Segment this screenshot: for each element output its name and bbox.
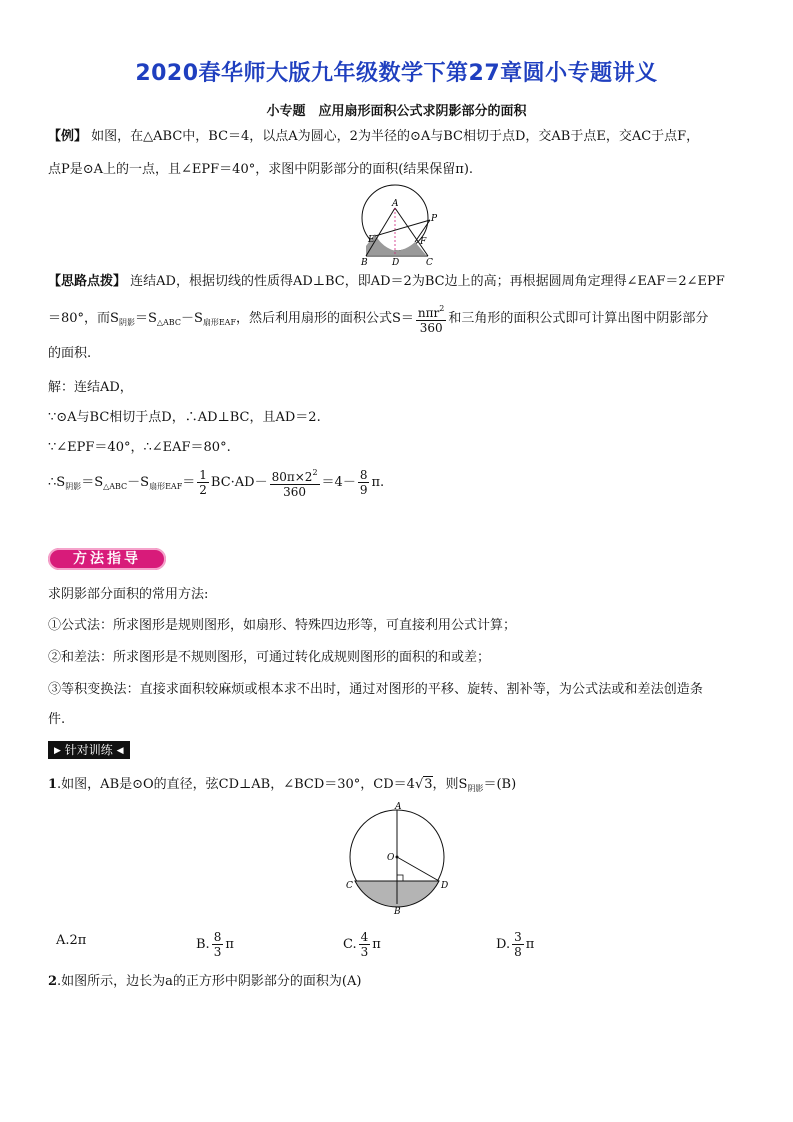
option-b-suffix: π (225, 937, 234, 952)
sqrt-symbol: √ (414, 777, 424, 792)
result-numerator: 8 (359, 468, 368, 482)
sol-text-c: －S (127, 475, 150, 490)
sector-exponent: 2 (312, 468, 318, 477)
sol-text-g: π. (371, 475, 385, 490)
option-c[interactable] (343, 930, 381, 959)
figure-circle-triangle (352, 184, 444, 266)
sol-sub-sector: 扇形EAF (149, 482, 183, 491)
option-b-denominator: 3 (213, 945, 222, 959)
question-1 (48, 775, 748, 799)
option-d-suffix: π (525, 937, 535, 952)
triangle-right-icon: ▶ (54, 746, 61, 756)
option-c-prefix: C. (343, 937, 357, 952)
sol-sub-triangle: △ABC (103, 482, 128, 491)
option-c-fraction (359, 930, 371, 959)
formula-exponent: 2 (439, 304, 445, 313)
option-b-prefix: B. (196, 937, 210, 952)
option-d[interactable] (496, 930, 534, 959)
half-numerator: 1 (199, 468, 207, 482)
solution-step-4 (48, 463, 748, 507)
q2-number: 2 (48, 974, 58, 989)
hint-sub-shadow: 阴影 (118, 318, 135, 327)
triangle-left-icon: ◀ (116, 746, 124, 756)
solution-step-3: ∵∠EPF＝40°，∴∠EAF＝80°. (48, 440, 231, 455)
figure-circle-chord (338, 800, 456, 918)
example-text-1: 如图，在△ABC中，BC＝4，以点A为圆心，2为半径的⊙A与BC相切于点D，交AB于点E，交AC于点F， (91, 129, 700, 144)
sector-denominator: 360 (283, 485, 307, 499)
hint-text-2b: ＝S (134, 311, 157, 326)
sol-sub-shadow: 阴影 (65, 482, 82, 491)
option-d-numerator: 3 (514, 930, 522, 944)
sol-text-d: ＝ (182, 475, 196, 490)
hint-sub-sector: 扇形EAF (202, 318, 237, 327)
sector-area-formula (416, 302, 446, 335)
method-1: ①公式法：所求图形是规则图形，如扇形、特殊四边形等，可直接利用公式计算； (48, 618, 517, 633)
hint-sub-triangle: △ABC (156, 318, 181, 327)
sol-text-b: ＝S (81, 475, 104, 490)
method-guidance-badge: 方法指导 (48, 548, 166, 570)
question-2 (48, 972, 748, 992)
example-line-1 (48, 127, 748, 147)
result-denominator: 9 (359, 483, 368, 497)
fig1-label-f: F (420, 237, 427, 247)
fig1-label-a: A (392, 199, 399, 209)
fig1-label-c: C (426, 258, 433, 266)
q1-number: 1 (48, 777, 58, 792)
hint-text-2d: ，然后利用扇形的面积公式S＝ (236, 311, 414, 326)
fig2-label-c: C (346, 881, 353, 891)
fig2-label-o: O (387, 853, 395, 863)
option-b-numerator: 8 (213, 930, 222, 944)
example-text-2: 点P是⊙A上的一点，且∠EPF＝40°，求图中阴影部分的面积(结果保留π). (48, 162, 474, 177)
q1-text-b: ，则S (432, 777, 468, 792)
option-b-fraction (212, 930, 224, 959)
sol-text-a: ∴S (48, 475, 66, 490)
method-3-cont: 件. (48, 712, 66, 727)
method-3: ③等积变换法：直接求面积较麻烦或根本求不出时，通过对图形的平移、旋转、割补等，为公式法或和差法创造条 (48, 682, 704, 697)
sol-text-e: BC·AD－ (210, 475, 268, 490)
hint-text-2c: －S (180, 311, 203, 326)
method-intro: 求阴影部分面积的常用方法: (48, 587, 209, 602)
hint-tag: 【思路点拨】 (48, 274, 127, 289)
option-c-suffix: π (372, 937, 381, 952)
hint-text-3: 的面积. (48, 346, 92, 361)
q1-radicand: 3 (424, 777, 433, 792)
sector-numerator: 80π×2 (271, 470, 313, 484)
practice-label (48, 741, 130, 759)
document-title: 2020春华师大版九年级数学下第27章圆小专题讲义 (135, 61, 658, 86)
fig2-label-b: B (394, 907, 401, 917)
section-subtitle: 小专题 应用扇形面积公式求阴影部分的面积 (266, 104, 527, 119)
q1-sub-shadow: 阴影 (467, 784, 484, 793)
fraction-half (197, 468, 209, 497)
option-b[interactable] (196, 930, 234, 959)
solution-step-2: ∵⊙A与BC相切于点D，∴AD⊥BC，且AD＝2. (48, 410, 321, 425)
hint-text-2e: 和三角形的面积公式即可计算出图中阴影部分 (448, 311, 709, 326)
q2-text: .如图所示，边长为a的正方形中阴影部分的面积为(A) (57, 974, 362, 989)
fig1-label-b: B (361, 258, 368, 266)
half-denominator: 2 (199, 483, 207, 497)
fig1-label-p: P (431, 214, 438, 224)
option-d-denominator: 8 (514, 945, 522, 959)
option-d-fraction (512, 930, 524, 959)
hint-text-1: 连结AD，根据切线的性质得AD⊥BC，即AD＝2为BC边上的高；再根据圆周角定理得∠EAF＝2∠EPF (130, 274, 725, 289)
fig2-label-a: A (395, 802, 402, 812)
option-d-prefix: D. (496, 937, 511, 952)
q1-text-c: ＝(B) (483, 777, 517, 792)
fig2-label-d: D (441, 881, 449, 891)
sol-text-f: ＝4－ (321, 475, 356, 490)
solution-step-1: 解：连结AD， (48, 380, 133, 395)
option-a[interactable]: A.2π (56, 933, 87, 948)
fraction-eight-ninths (358, 468, 370, 497)
hint-line-1 (48, 272, 748, 292)
hint-line-2 (48, 302, 748, 340)
example-tag: 【例】 (48, 129, 88, 144)
option-c-numerator: 4 (360, 930, 369, 944)
practice-text: 针对训练 (64, 743, 113, 757)
q1-text-a: .如图，AB是⊙O的直径，弦CD⊥AB，∠BCD＝30°，CD＝4 (57, 777, 415, 792)
fig1-label-e: E (368, 235, 375, 245)
hint-text-2a: ＝80°，而S (48, 311, 119, 326)
method-2: ②和差法：所求图形是不规则图形，可通过转化成规则图形的面积的和或差； (48, 650, 491, 665)
option-c-denominator: 3 (360, 945, 369, 959)
formula-denominator: 360 (419, 321, 443, 335)
fig1-label-d: D (392, 258, 400, 266)
formula-numerator: nπr (417, 306, 440, 320)
fraction-sector (270, 466, 320, 499)
